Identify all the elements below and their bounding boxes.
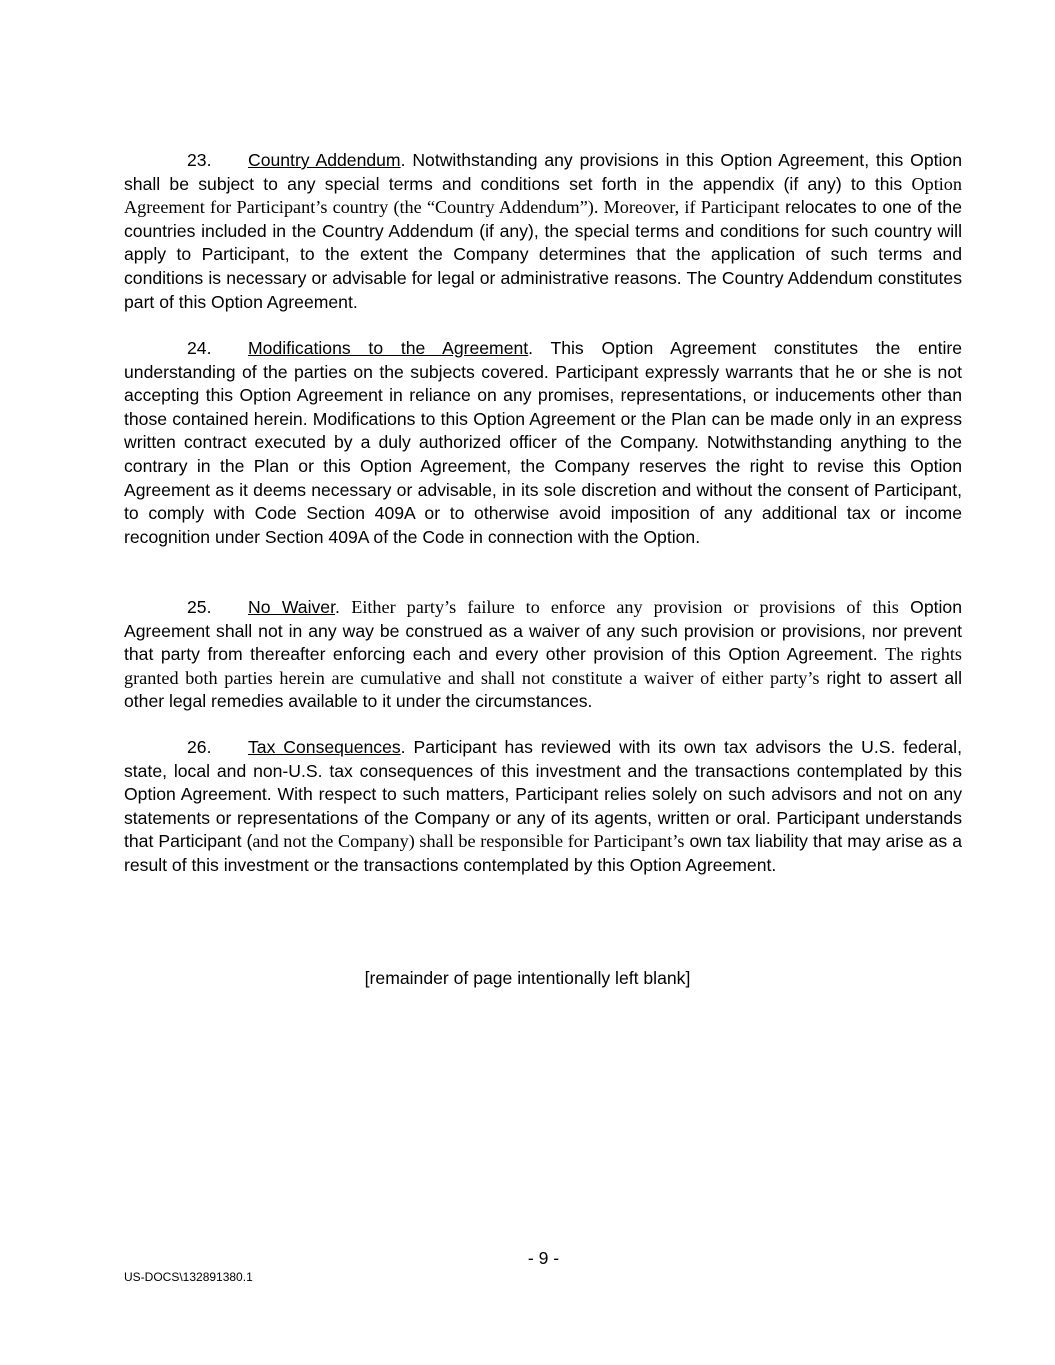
section-heading: Tax Consequences: [248, 737, 401, 757]
section-text: and not the Company) shall be responsible for Participant’s: [252, 831, 685, 852]
section-24: [124, 337, 962, 549]
section-text: own tax liability that may arise as a result of this investment or the transactions contemplated by this Option Agreement.: [124, 831, 962, 875]
section-number: 24.: [187, 338, 212, 358]
section-26: [124, 736, 962, 878]
section-25: [124, 596, 962, 714]
document-id: US-DOCS\132891380.1: [124, 1270, 253, 1284]
section-number: 25.: [187, 597, 212, 617]
section-text: Option Agreement shall not in any way be construed as a waiver of any such provision or provisions, nor prevent that party from thereafter enforcing each and every other provision of this Option Agreement.: [124, 597, 962, 665]
remainder-note: [remainder of page intentionally left blank]: [364, 968, 691, 988]
section-text: right to assert all other legal remedies available to it under the circumstances.: [124, 667, 962, 712]
section-text: Option Agreement for Participant’s country (the “Country Addendum”). Moreover, if Participant: [124, 173, 962, 218]
page-number: - 9 -: [527, 1248, 560, 1268]
section-number: 23.: [187, 150, 212, 170]
section-text: relocates to one of the countries included in the Country Addendum (if any), the special terms and conditions for such country will apply to Participant, to the extent the Company determines that the application of such terms and conditions is necessary or advisable for legal or administrative reasons. The Country Addendum constitutes part of this Option Agreement.: [124, 197, 962, 312]
section-number: 26.: [187, 737, 212, 757]
section-text: . Notwithstanding any provisions in this Option Agreement, this Option shall be subject to any special terms and conditions set forth in the appendix (if any) to this: [124, 150, 962, 194]
section-heading: Modifications to the Agreement: [248, 338, 529, 358]
section-text: Either party’s failure to enforce any provision or provisions of this: [351, 597, 899, 617]
section-text: . This Option Agreement constitutes the entire understanding of the parties on the subjects covered. Participant expressly warrants that he or she is not accepting this Option Agreement in reliance on any promises, representations, or inducements other than those contained herein. Modifications to this Option Agreement or the Plan can be made only in an express written contract executed by a duly authorized officer of the Company. Notwithstanding anything to the contrary in the Plan or this Option Agreement, the Company reserves the right to revise this Option Agreement as it deems necessary or advisable, in its sole discretion and without the consent of Participant, to comply with Code Section 409A or to otherwise avoid imposition of any additional tax or income recognition under Section 409A of the Code in connection with the Option.: [124, 338, 963, 547]
section-text: The rights granted both parties herein are cumulative and shall not constitute a waiver of either party’s: [124, 644, 962, 688]
section-heading: Country Addendum: [248, 150, 401, 170]
section-text: .: [334, 597, 352, 617]
section-23: [124, 149, 962, 314]
section-heading: No Waiver: [248, 597, 335, 617]
section-text: . Participant has reviewed with its own tax advisors the U.S. federal, state, local and non-U.S. tax consequences of this investment and the transactions contemplated by this Option Agreement. With respect to such matters, Participant relies solely on such advisors and not on any statements or representations of the Company or any of its agents, written or oral. Participant understands that Participant (: [124, 737, 962, 852]
